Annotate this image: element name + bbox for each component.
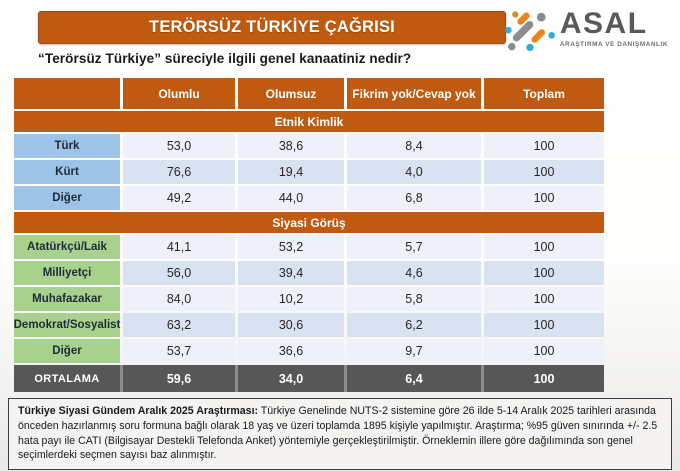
data-cell: 5,8 [347, 287, 481, 311]
data-cell: 36,6 [238, 339, 344, 363]
table-row-turk [14, 134, 604, 158]
summary-cell: 6,4 [347, 365, 481, 392]
table-row-milliyetci [14, 261, 604, 285]
asal-logo-text [560, 8, 668, 48]
table-row-demokrat-sosyalist [14, 313, 604, 337]
data-cell: 44,0 [238, 186, 344, 210]
table-row-diger-etnik [14, 186, 604, 210]
data-cell: 6,8 [347, 186, 481, 210]
data-cell: 4,6 [347, 261, 481, 285]
row-label: Diğer [14, 186, 120, 210]
table-row-ortalama [14, 365, 604, 392]
row-label: Milliyetçi [14, 261, 120, 285]
data-cell: 10,2 [238, 287, 344, 311]
results-table [14, 78, 604, 392]
data-cell: 63,2 [123, 313, 235, 337]
footnote-lead: Türkiye Siyasi Gündem Aralık 2025 Araştırması: [18, 405, 259, 417]
data-cell: 30,6 [238, 313, 344, 337]
data-cell: 5,7 [347, 235, 481, 259]
data-cell: 100 [484, 261, 604, 285]
asal-logo-mark-icon [504, 8, 556, 59]
summary-cell: 100 [484, 365, 604, 392]
survey-question: “Terörsüz Türkiye” süreciyle ilgili genel kanaatiniz nedir? [38, 51, 412, 66]
table-header-row [14, 78, 604, 109]
data-cell: 76,6 [123, 160, 235, 184]
table-row-diger-siyasi [14, 339, 604, 363]
data-cell: 19,4 [238, 160, 344, 184]
data-cell: 4,0 [347, 160, 481, 184]
table-row-muhafazakar [14, 287, 604, 311]
summary-cell: 34,0 [238, 365, 344, 392]
summary-cell: 59,6 [123, 365, 235, 392]
section-header-etnik-kimlik: Etnik Kimlik [14, 111, 604, 132]
col-header-empty [14, 78, 120, 109]
page-title: TERÖRSÜZ TÜRKİYE ÇAĞRISI [149, 18, 395, 36]
asal-logo [504, 8, 668, 59]
logo-subtitle: ARAŞTIRMA VE DANIŞMANLIK [559, 40, 668, 48]
section-header-siyasi-gorus: Siyasi Görüş [14, 212, 604, 233]
data-cell: 100 [484, 235, 604, 259]
methodology-footnote [8, 398, 672, 470]
col-header-olumlu: Olumlu [123, 78, 235, 109]
data-cell: 56,0 [123, 261, 235, 285]
data-cell: 100 [484, 313, 604, 337]
row-label: Diğer [14, 339, 120, 363]
col-header-olumsuz: Olumsuz [238, 78, 344, 109]
data-cell: 84,0 [123, 287, 235, 311]
data-cell: 100 [484, 134, 604, 158]
data-cell: 39,4 [238, 261, 344, 285]
data-cell: 49,2 [123, 186, 235, 210]
data-cell: 53,7 [123, 339, 235, 363]
data-cell: 100 [484, 186, 604, 210]
row-label: Atatürkçü/Laik [14, 235, 120, 259]
data-cell: 6,2 [347, 313, 481, 337]
row-label: Muhafazakar [14, 287, 120, 311]
table-row-ataturkcu-laik [14, 235, 604, 259]
data-cell: 53,0 [123, 134, 235, 158]
row-label: Demokrat/Sosyalist [14, 313, 120, 337]
row-label: Türk [14, 134, 120, 158]
title-banner [38, 11, 506, 44]
summary-label: ORTALAMA [14, 365, 120, 392]
logo-name: ASAL [559, 7, 648, 40]
data-cell: 41,1 [123, 235, 235, 259]
table-row-kurt [14, 160, 604, 184]
data-cell: 100 [484, 160, 604, 184]
data-cell: 38,6 [238, 134, 344, 158]
data-cell: 53,2 [238, 235, 344, 259]
footnote-body: Türkiye Genelinde NUTS-2 sistemine göre 26 ilde 5-14 Aralık 2025 tarihleri arasında önceden hazırlanmış soru formuna bağlı olarak 18 yaş ve üzeri toplamda 1895 kişiyle yapılmıştır. Araştırma; %95 güven sınırında +/- 2.5 hata payı ile CATI (Bilgisayar Destekli Telefonda Anket) yöntemiyle gerçekleştirilmiştir. Örneklemin illere göre dağılımında son genel seçimlerdeki seçmen sayısı baz alınmıştır. [18, 405, 658, 462]
data-cell: 9,7 [347, 339, 481, 363]
data-cell: 100 [484, 339, 604, 363]
data-cell: 8,4 [347, 134, 481, 158]
col-header-fikrim-yok: Fikrim yok/Cevap yok [347, 78, 481, 109]
data-cell: 100 [484, 287, 604, 311]
row-label: Kürt [14, 160, 120, 184]
col-header-toplam: Toplam [484, 78, 604, 109]
